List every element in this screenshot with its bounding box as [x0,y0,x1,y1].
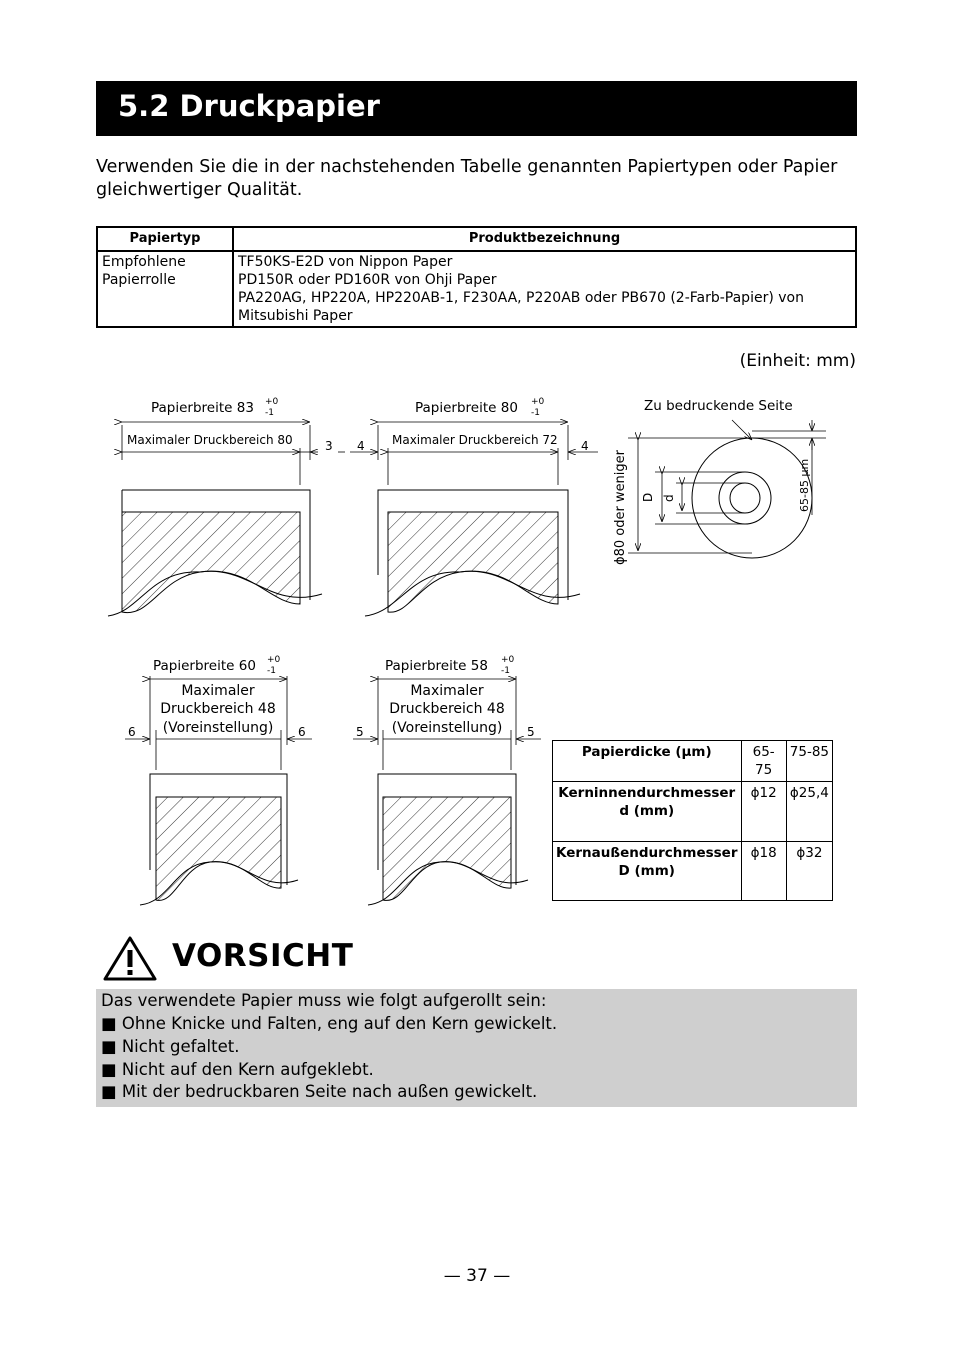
area-label: (Voreinstellung) [162,720,274,736]
tol-minus: -1 [265,408,274,418]
print-side-label: Zu bedruckende Seite [644,398,793,414]
D-label: D [641,492,655,502]
roll-diagram [613,398,826,565]
core-diameter-table [552,740,833,901]
paper-type-cell: Empfohlene Papierrolle [97,251,233,327]
right-margin: 6 [298,725,306,739]
section-title: 5.2 Druckpapier [118,89,380,123]
tol-minus: -1 [267,666,276,676]
unit-label: (Einheit: mm) [739,351,856,371]
bullet-square-icon: ■ [101,1060,122,1079]
tol-plus: +0 [265,397,279,407]
area-label: Maximaler Druckbereich 80 [127,433,293,447]
bullet-square-icon: ■ [101,1037,122,1056]
tol-plus: +0 [531,397,545,407]
row-label: Kernaußendurchmesser D (mm) [553,842,742,901]
area-label: Druckbereich 48 [160,701,276,717]
caution-item: ■ Ohne Knicke und Falten, eng auf den Kern gewickelt. [101,1014,558,1033]
width-label: Papierbreite 83 [151,400,254,416]
width-label: Papierbreite 60 [153,658,256,674]
page-number: — 37 — [443,1266,511,1286]
left-margin: 5 [356,725,364,739]
area-label: Druckbereich 48 [389,701,505,717]
caution-intro: Das verwendete Papier muss wie folgt aufgerollt sein: [101,991,547,1010]
left-margin: 4 [357,439,365,453]
cell-value: ϕ25,4 [786,782,832,842]
caution-item: ■ Nicht auf den Kern aufgeklebt. [101,1060,374,1079]
right-margin: 3 [325,439,333,453]
diagram-paper-80 [350,397,598,616]
intro-text: Verwenden Sie die in der nachstehenden Tabelle genannten Papiertypen oder Papier gleichwertiger Qualität. [96,157,838,200]
diagram-paper-58 [353,655,541,905]
product-line: PA220AG, HP220A, HP220AB-1, F230AA, P220AB oder PB670 (2-Farb-Papier) von Mitsubishi Paper [238,290,804,324]
tol-plus: +0 [501,655,515,665]
cell-value: 75-85 [786,741,832,782]
cell-value: ϕ18 [741,842,786,901]
product-line: PD150R oder PD160R von Ohji Paper [238,272,497,288]
row-label: Kerninnendurchmesser d (mm) [553,782,742,842]
caution-box [96,989,857,1107]
d-label: d [662,494,676,502]
caution-item: ■ Nicht gefaltet. [101,1037,240,1056]
cell-value: ϕ12 [741,782,786,842]
left-margin: 6 [128,725,136,739]
diagram-paper-83 [108,397,345,616]
bullet-square-icon: ■ [101,1014,122,1033]
thickness-label: 65-85 µm [798,458,811,512]
caution-item: ■ Mit der bedruckbaren Seite nach außen gewickelt. [101,1082,538,1101]
tol-plus: +0 [267,655,281,665]
area-label: Maximaler Druckbereich 72 [392,433,558,447]
caution-header [100,932,480,984]
cell-value: ϕ32 [786,842,832,901]
product-line: TF50KS-E2D von Nippon Paper [238,254,453,270]
tol-minus: -1 [531,408,540,418]
row-label: Papierdicke (µm) [553,741,742,782]
diameter-label: ϕ80 oder weniger [613,449,628,565]
header-product: Produktbezeichnung [233,227,856,251]
tol-minus: -1 [501,666,510,676]
right-margin: 4 [581,439,589,453]
area-label: (Voreinstellung) [391,720,503,736]
right-margin: 5 [527,725,535,739]
bullet-square-icon: ■ [101,1082,122,1101]
caution-title: VORSICHT [172,938,354,974]
warning-icon [102,934,158,982]
area-label: Maximaler [181,683,255,699]
cell-value: 65-75 [741,741,786,782]
width-label: Papierbreite 80 [415,400,518,416]
area-label: Maximaler [410,683,484,699]
header-paper-type: Papiertyp [97,227,233,251]
width-label: Papierbreite 58 [385,658,488,674]
diagram-paper-60 [125,655,312,905]
